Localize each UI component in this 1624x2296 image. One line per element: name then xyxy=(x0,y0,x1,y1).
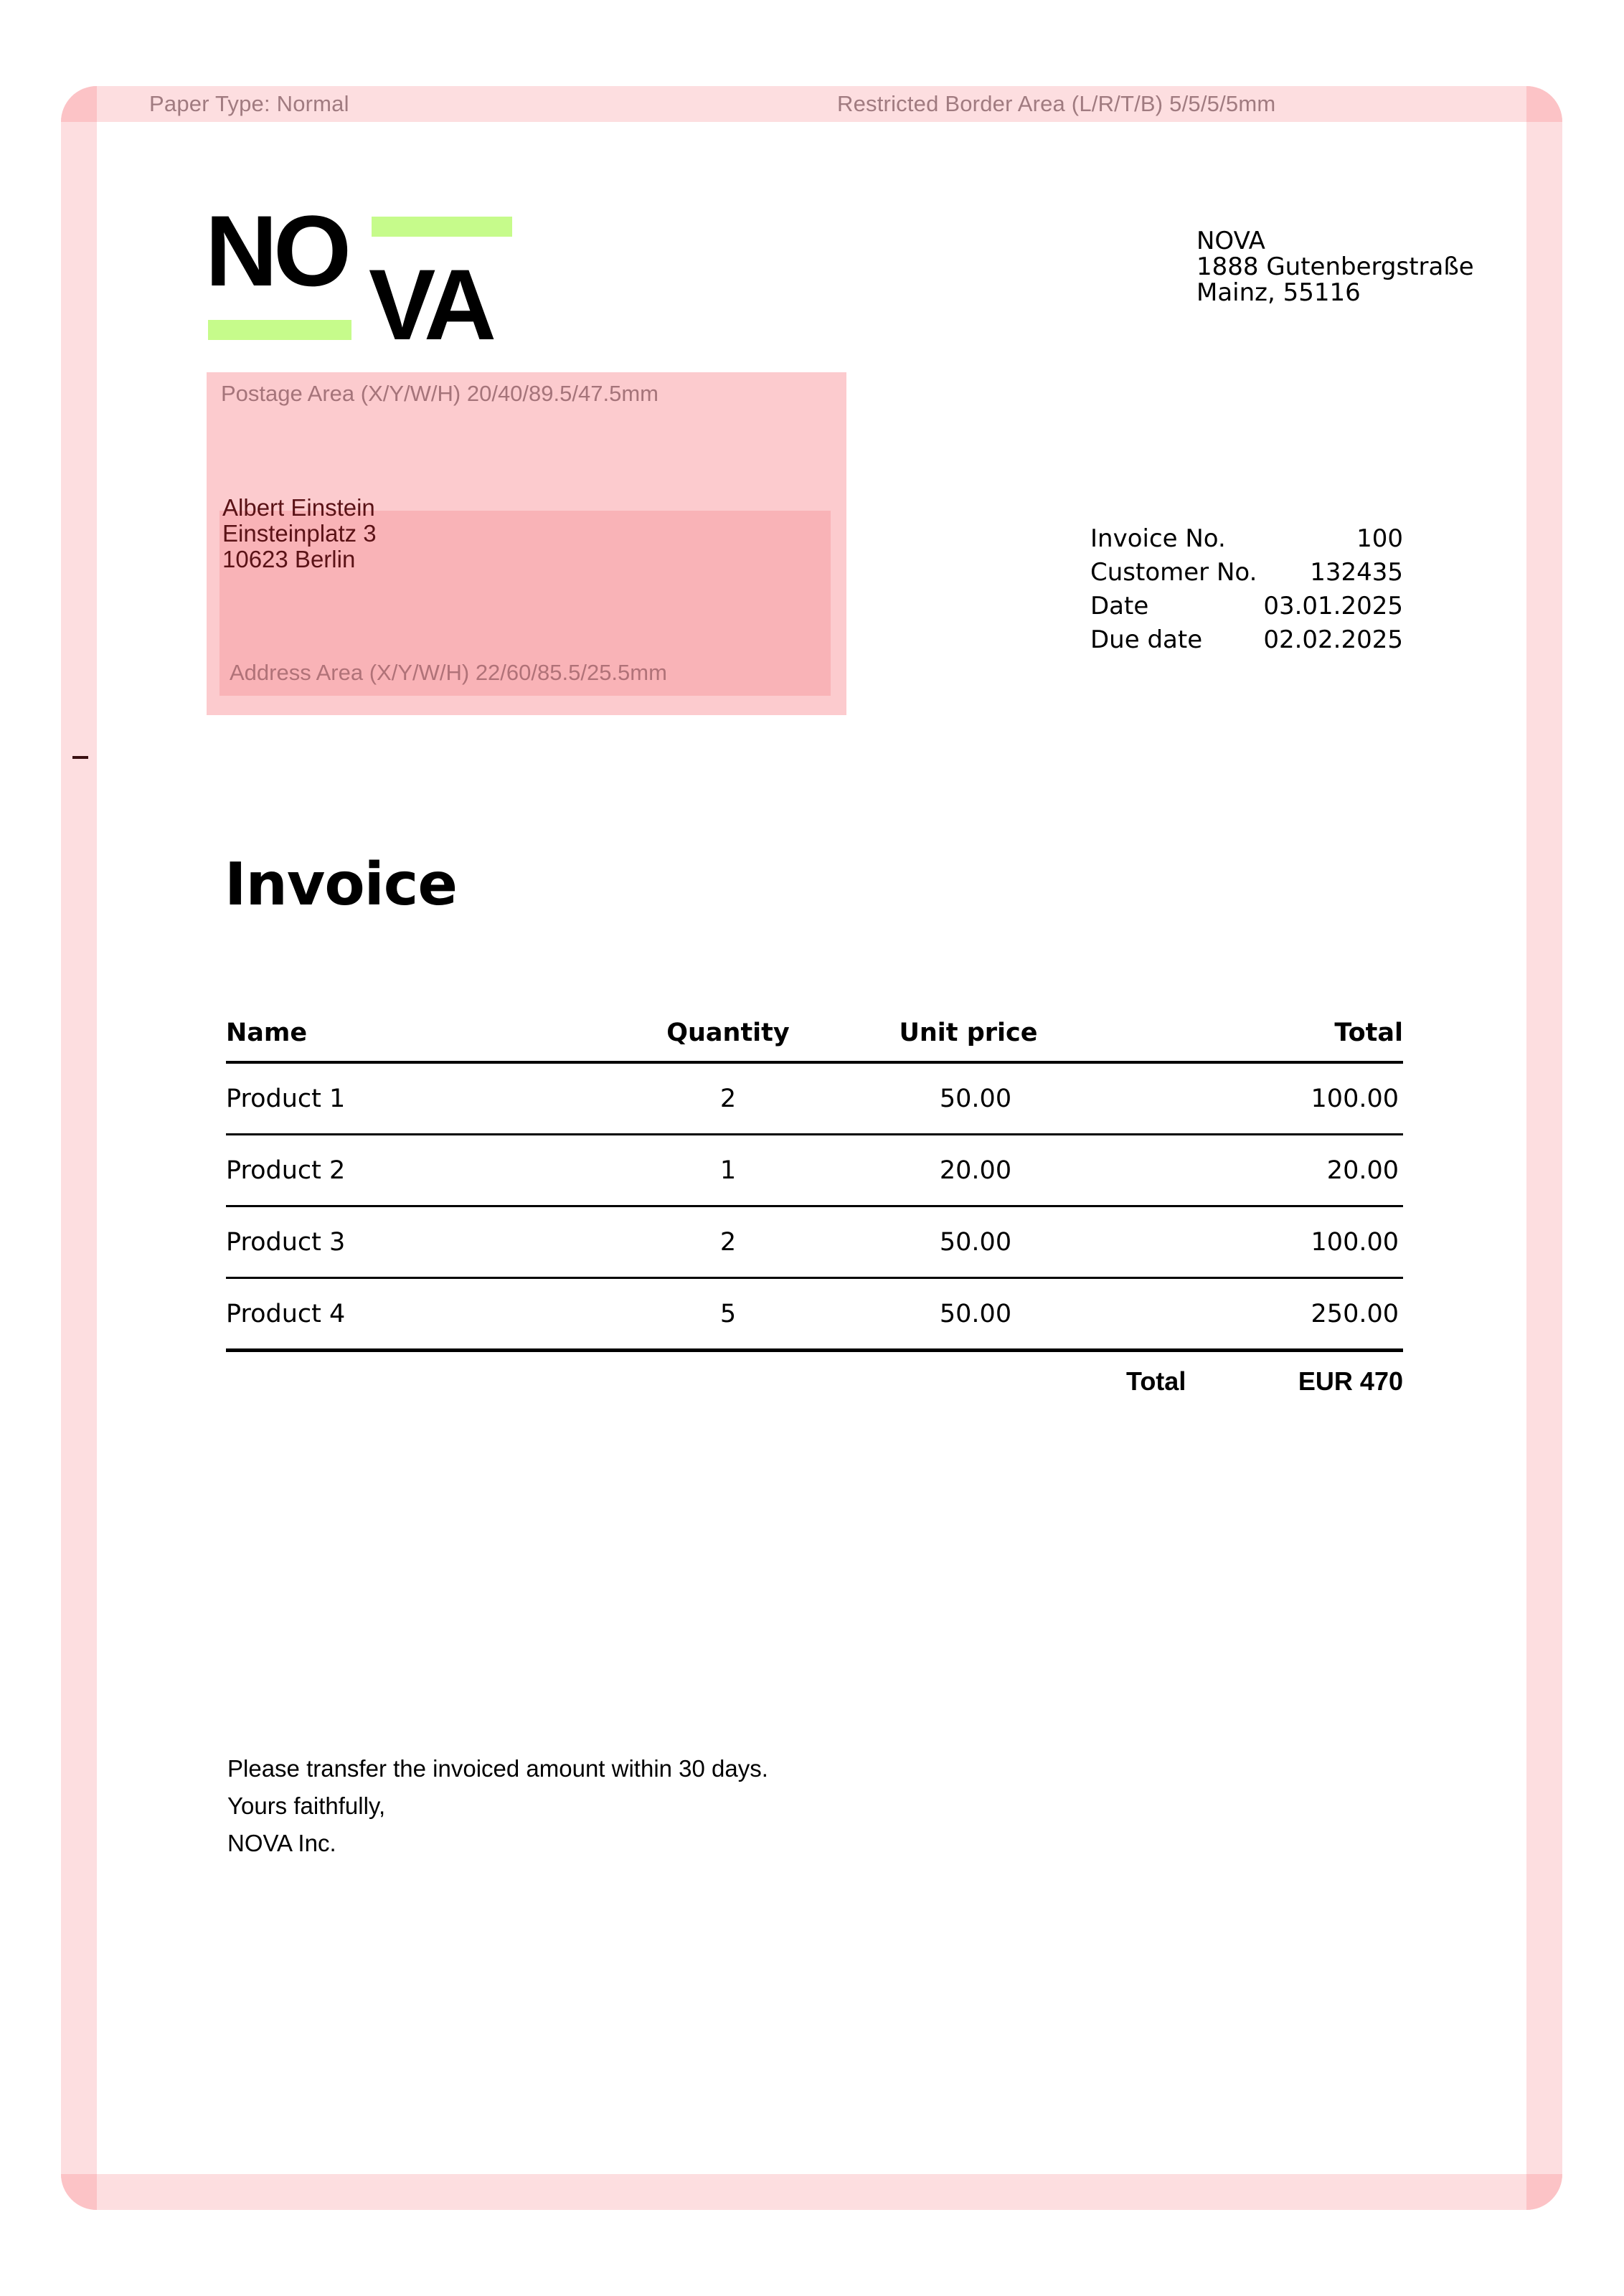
meta-label: Date xyxy=(1090,592,1149,620)
table-header xyxy=(226,1004,1403,1064)
restricted-border-right xyxy=(1526,86,1562,2210)
sender-name: NOVA xyxy=(1196,227,1265,255)
paper-type-label: Paper Type: Normal xyxy=(149,91,349,116)
meta-value: 132435 xyxy=(1310,558,1403,587)
postage-area-label: Postage Area (X/Y/W/H) 20/40/89.5/47.5mm xyxy=(221,381,658,406)
header-name: Name xyxy=(226,1018,308,1047)
cell-name: Product 3 xyxy=(226,1227,346,1257)
fold-mark xyxy=(72,756,88,759)
cell-unit-price: 20.00 xyxy=(939,1156,1012,1185)
cell-total: 100.00 xyxy=(1311,1084,1399,1113)
meta-label: Customer No. xyxy=(1090,558,1257,587)
border-corner xyxy=(1526,86,1562,122)
header-unit-price: Unit price xyxy=(899,1018,1038,1047)
border-corner xyxy=(1526,2174,1562,2210)
restricted-border-bottom xyxy=(61,2174,1562,2210)
closing-payment-note: Please transfer the invoiced amount within 30 days. xyxy=(227,1755,768,1782)
logo-text-no: NO xyxy=(205,194,347,307)
page-title: Invoice xyxy=(225,851,458,919)
recipient-street: Einsteinplatz 3 xyxy=(222,520,377,547)
meta-row-customer-no xyxy=(1090,556,1403,590)
recipient-name: Albert Einstein xyxy=(222,494,375,521)
company-logo xyxy=(205,194,521,361)
recipient-city: 10623 Berlin xyxy=(222,546,356,572)
address-area-label: Address Area (X/Y/W/H) 22/60/85.5/25.5mm xyxy=(230,660,667,685)
table-row xyxy=(226,1064,1403,1135)
header-quantity: Quantity xyxy=(666,1018,790,1047)
sender-city: Mainz, 55116 xyxy=(1196,278,1361,307)
border-corner xyxy=(61,86,97,122)
invoice-total xyxy=(1126,1366,1403,1397)
cell-name: Product 2 xyxy=(226,1156,346,1185)
header-total: Total xyxy=(1334,1018,1403,1047)
cell-quantity: 1 xyxy=(719,1156,737,1185)
sender-address xyxy=(1196,228,1474,306)
cell-unit-price: 50.00 xyxy=(939,1299,1012,1328)
border-corner xyxy=(61,2174,97,2210)
cell-total: 250.00 xyxy=(1311,1299,1399,1328)
table-row xyxy=(226,1207,1403,1279)
cell-total: 20.00 xyxy=(1326,1156,1399,1185)
cell-name: Product 4 xyxy=(226,1299,346,1328)
meta-value: 100 xyxy=(1356,524,1403,553)
meta-row-invoice-no xyxy=(1090,522,1403,556)
cell-total: 100.00 xyxy=(1311,1227,1399,1257)
cell-unit-price: 50.00 xyxy=(939,1084,1012,1113)
meta-value: 03.01.2025 xyxy=(1263,592,1403,620)
cell-quantity: 2 xyxy=(719,1227,737,1257)
meta-label: Invoice No. xyxy=(1090,524,1226,553)
recipient-address xyxy=(222,495,377,572)
meta-row-due-date xyxy=(1090,623,1403,657)
restricted-border-label: Restricted Border Area (L/R/T/B) 5/5/5/5mm xyxy=(837,91,1276,116)
logo-text-va: VA xyxy=(369,248,493,361)
cell-quantity: 2 xyxy=(719,1084,737,1113)
total-label: Total xyxy=(1126,1366,1186,1396)
closing-signature: NOVA Inc. xyxy=(227,1830,336,1856)
line-items-table xyxy=(226,1004,1403,1352)
cell-quantity: 5 xyxy=(719,1299,737,1328)
cell-unit-price: 50.00 xyxy=(939,1227,1012,1257)
sender-street: 1888 Gutenbergstraße xyxy=(1196,252,1474,281)
table-row xyxy=(226,1135,1403,1207)
meta-value: 02.02.2025 xyxy=(1263,625,1403,654)
table-row xyxy=(226,1279,1403,1352)
meta-label: Due date xyxy=(1090,625,1203,654)
logo-accent-bar xyxy=(372,217,512,237)
restricted-border-left xyxy=(61,86,97,2210)
closing-text xyxy=(227,1750,768,1862)
meta-row-date xyxy=(1090,590,1403,623)
invoice-meta xyxy=(1090,522,1403,657)
closing-salutation: Yours faithfully, xyxy=(227,1792,386,1819)
logo-accent-bar xyxy=(208,320,351,340)
cell-name: Product 1 xyxy=(226,1084,346,1113)
total-value: EUR 470 xyxy=(1298,1366,1403,1396)
